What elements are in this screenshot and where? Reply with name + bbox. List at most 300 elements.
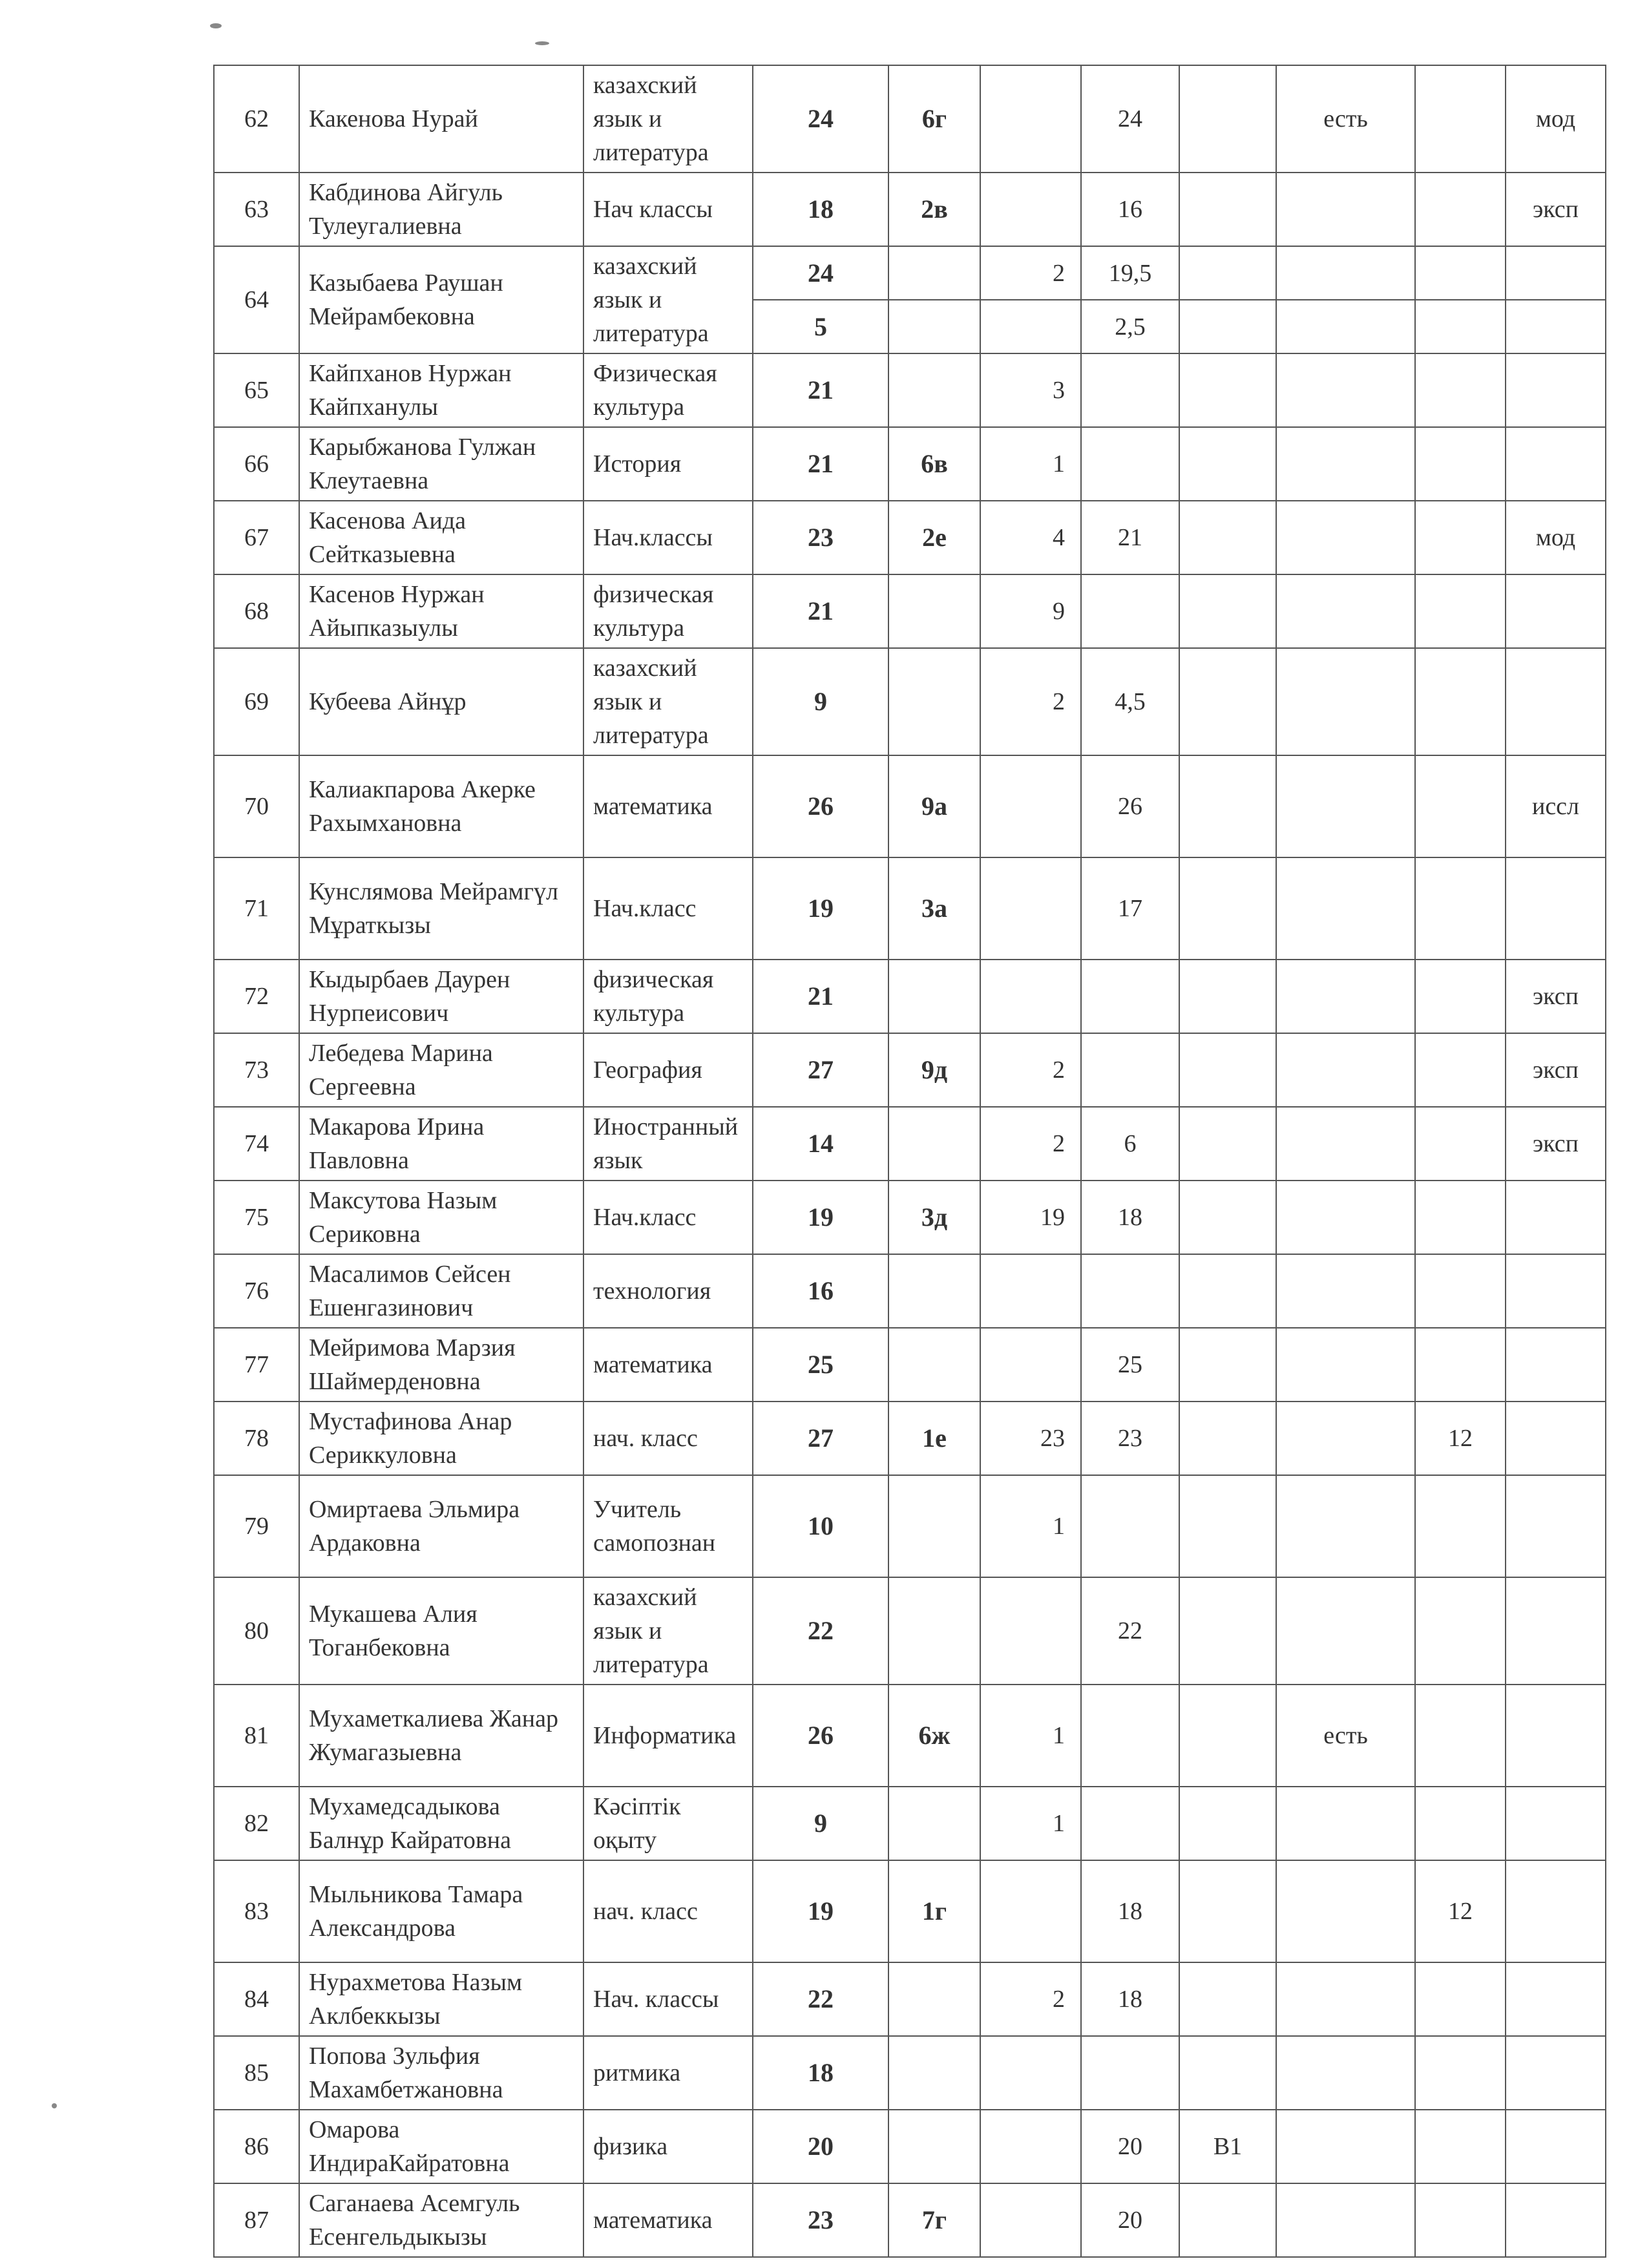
col-c-cell bbox=[1179, 648, 1276, 755]
col-c-cell bbox=[1179, 1685, 1276, 1787]
row-number: 74 bbox=[214, 1107, 299, 1181]
hours-cell: 18 bbox=[753, 173, 888, 246]
col-c-cell bbox=[1179, 1962, 1276, 2036]
col-f-cell: мод bbox=[1506, 501, 1606, 574]
col-e-cell bbox=[1415, 1577, 1506, 1685]
class-cell bbox=[888, 960, 980, 1033]
hours-cell: 24 bbox=[753, 246, 888, 300]
col-e-cell bbox=[1415, 574, 1506, 648]
col-a-cell: 2 bbox=[980, 1962, 1081, 2036]
table-row bbox=[214, 1328, 1606, 1402]
col-e-cell bbox=[1415, 353, 1506, 427]
table-row bbox=[214, 2183, 1606, 2257]
subject-cell: История bbox=[583, 427, 753, 501]
table-row bbox=[214, 427, 1606, 501]
teacher-name: Омарова ИндираКайратовна bbox=[299, 2110, 583, 2183]
table-row bbox=[214, 1181, 1606, 1254]
hours-cell: 19 bbox=[753, 1860, 888, 1962]
row-number: 77 bbox=[214, 1328, 299, 1402]
col-c-cell bbox=[1179, 960, 1276, 1033]
col-b-cell bbox=[1081, 1787, 1179, 1860]
col-e-cell bbox=[1415, 1181, 1506, 1254]
col-a-cell: 19 bbox=[980, 1181, 1081, 1254]
col-d-cell bbox=[1276, 1328, 1415, 1402]
hours-cell: 22 bbox=[753, 1962, 888, 2036]
col-b-cell: 18 bbox=[1081, 1181, 1179, 1254]
teacher-name: Мыльникова Тамара Александрова bbox=[299, 1860, 583, 1962]
col-b-cell bbox=[1081, 1685, 1179, 1787]
hours-cell: 19 bbox=[753, 1181, 888, 1254]
scan-speck bbox=[210, 23, 222, 28]
col-e-cell bbox=[1415, 501, 1506, 574]
row-number: 70 bbox=[214, 755, 299, 857]
row-number: 78 bbox=[214, 1402, 299, 1475]
subject-cell: Нач классы bbox=[583, 173, 753, 246]
col-a-cell: 4 bbox=[980, 501, 1081, 574]
col-e-cell bbox=[1415, 2036, 1506, 2110]
col-c-cell bbox=[1179, 857, 1276, 960]
hours-cell: 26 bbox=[753, 1685, 888, 1787]
col-c-cell bbox=[1179, 1475, 1276, 1577]
col-b-cell bbox=[1081, 574, 1179, 648]
col-a-cell bbox=[980, 2110, 1081, 2183]
col-c-cell bbox=[1179, 2183, 1276, 2257]
col-e-cell bbox=[1415, 1254, 1506, 1328]
col-f-cell bbox=[1506, 427, 1606, 501]
row-number: 86 bbox=[214, 2110, 299, 2183]
teacher-name: Нурахметова Назым Аклбеккызы bbox=[299, 1962, 583, 2036]
hours-cell: 20 bbox=[753, 2110, 888, 2183]
col-f-cell bbox=[1506, 1181, 1606, 1254]
col-a-cell: 1 bbox=[980, 1685, 1081, 1787]
col-f-cell bbox=[1506, 1475, 1606, 1577]
subject-cell: Информатика bbox=[583, 1685, 753, 1787]
subject-cell: физика bbox=[583, 2110, 753, 2183]
col-f-cell bbox=[1506, 1962, 1606, 2036]
col-b-cell: 25 bbox=[1081, 1328, 1179, 1402]
col-a-cell bbox=[980, 1328, 1081, 1402]
scan-speck bbox=[52, 2103, 57, 2108]
class-cell: 9д bbox=[888, 1033, 980, 1107]
col-d-cell bbox=[1276, 2183, 1415, 2257]
teacher-name: Кайпханов Нуржан Кайпханулы bbox=[299, 353, 583, 427]
col-d-cell bbox=[1276, 1577, 1415, 1685]
col-a-cell: 2 bbox=[980, 648, 1081, 755]
col-f-cell bbox=[1506, 246, 1606, 300]
subject-cell: технология bbox=[583, 1254, 753, 1328]
row-number: 71 bbox=[214, 857, 299, 960]
col-b-cell bbox=[1081, 2036, 1179, 2110]
class-cell: 6г bbox=[888, 65, 980, 173]
col-d-cell bbox=[1276, 173, 1415, 246]
table-row bbox=[214, 501, 1606, 574]
subject-cell: казахский язык и литература bbox=[583, 246, 753, 353]
teacher-name: Омиртаева Эльмира Ардаковна bbox=[299, 1475, 583, 1577]
subject-cell: Иностранный язык bbox=[583, 1107, 753, 1181]
col-b-cell bbox=[1081, 960, 1179, 1033]
teacher-name: Мукашева Алия Тоганбековна bbox=[299, 1577, 583, 1685]
col-d-cell bbox=[1276, 1475, 1415, 1577]
teacher-name: Мухамедсадыкова Балнұр Кайратовна bbox=[299, 1787, 583, 1860]
col-d-cell: есть bbox=[1276, 65, 1415, 173]
subject-cell: математика bbox=[583, 1328, 753, 1402]
class-cell bbox=[888, 246, 980, 300]
row-number: 79 bbox=[214, 1475, 299, 1577]
hours-cell: 21 bbox=[753, 353, 888, 427]
teacher-name: Кубеева Айнұр bbox=[299, 648, 583, 755]
col-a-cell bbox=[980, 755, 1081, 857]
col-f-cell bbox=[1506, 1685, 1606, 1787]
row-number: 67 bbox=[214, 501, 299, 574]
col-c-cell bbox=[1179, 1033, 1276, 1107]
col-d-cell bbox=[1276, 1402, 1415, 1475]
col-f-cell bbox=[1506, 2036, 1606, 2110]
col-c-cell bbox=[1179, 173, 1276, 246]
class-cell bbox=[888, 1962, 980, 2036]
col-c-cell bbox=[1179, 1254, 1276, 1328]
teacher-name: Кыдырбаев Даурен Нурпеисович bbox=[299, 960, 583, 1033]
col-f-cell bbox=[1506, 574, 1606, 648]
col-a-cell bbox=[980, 857, 1081, 960]
col-a-cell bbox=[980, 300, 1081, 353]
col-b-cell: 2,5 bbox=[1081, 300, 1179, 353]
col-f-cell bbox=[1506, 1402, 1606, 1475]
table-row bbox=[214, 1787, 1606, 1860]
hours-cell: 24 bbox=[753, 65, 888, 173]
col-f-cell: эксп bbox=[1506, 960, 1606, 1033]
subject-cell: Нач.классы bbox=[583, 501, 753, 574]
teacher-name: Какенова Нурай bbox=[299, 65, 583, 173]
row-number: 84 bbox=[214, 1962, 299, 2036]
teacher-name: Масалимов Сейсен Ешенгазинович bbox=[299, 1254, 583, 1328]
col-a-cell: 2 bbox=[980, 1107, 1081, 1181]
col-d-cell bbox=[1276, 427, 1415, 501]
col-b-cell bbox=[1081, 1254, 1179, 1328]
table-row bbox=[214, 2110, 1606, 2183]
col-f-cell: эксп bbox=[1506, 1107, 1606, 1181]
col-f-cell bbox=[1506, 2110, 1606, 2183]
col-d-cell bbox=[1276, 1107, 1415, 1181]
col-a-cell: 2 bbox=[980, 246, 1081, 300]
hours-cell: 23 bbox=[753, 501, 888, 574]
col-e-cell bbox=[1415, 1475, 1506, 1577]
col-a-cell: 23 bbox=[980, 1402, 1081, 1475]
col-d-cell bbox=[1276, 1787, 1415, 1860]
teacher-name: Мустафинова Анар Сериккуловна bbox=[299, 1402, 583, 1475]
col-c-cell bbox=[1179, 1402, 1276, 1475]
col-d-cell bbox=[1276, 574, 1415, 648]
row-number: 73 bbox=[214, 1033, 299, 1107]
col-a-cell bbox=[980, 1254, 1081, 1328]
class-cell bbox=[888, 1475, 980, 1577]
col-a-cell: 1 bbox=[980, 1787, 1081, 1860]
col-b-cell: 19,5 bbox=[1081, 246, 1179, 300]
col-c-cell bbox=[1179, 1328, 1276, 1402]
hours-cell: 27 bbox=[753, 1033, 888, 1107]
staff-table bbox=[213, 65, 1606, 2258]
col-d-cell bbox=[1276, 1860, 1415, 1962]
hours-cell: 5 bbox=[753, 300, 888, 353]
subject-cell: Нач.класс bbox=[583, 857, 753, 960]
row-number: 63 bbox=[214, 173, 299, 246]
col-d-cell bbox=[1276, 2036, 1415, 2110]
table-row bbox=[214, 1860, 1606, 1962]
col-c-cell bbox=[1179, 1787, 1276, 1860]
col-e-cell bbox=[1415, 857, 1506, 960]
col-f-cell bbox=[1506, 1787, 1606, 1860]
class-cell bbox=[888, 353, 980, 427]
teacher-name: Мухаметкалиева Жанар Жумагазыевна bbox=[299, 1685, 583, 1787]
col-f-cell bbox=[1506, 648, 1606, 755]
col-e-cell bbox=[1415, 1685, 1506, 1787]
col-d-cell bbox=[1276, 1181, 1415, 1254]
col-a-cell bbox=[980, 65, 1081, 173]
class-cell bbox=[888, 300, 980, 353]
row-number: 87 bbox=[214, 2183, 299, 2257]
subject-cell: нач. класс bbox=[583, 1860, 753, 1962]
class-cell bbox=[888, 1328, 980, 1402]
table-row bbox=[214, 2036, 1606, 2110]
table-row bbox=[214, 1475, 1606, 1577]
hours-cell: 9 bbox=[753, 648, 888, 755]
col-e-cell bbox=[1415, 1107, 1506, 1181]
col-f-cell bbox=[1506, 300, 1606, 353]
col-c-cell: B1 bbox=[1179, 2110, 1276, 2183]
row-number: 75 bbox=[214, 1181, 299, 1254]
col-a-cell: 1 bbox=[980, 1475, 1081, 1577]
table-row bbox=[214, 1033, 1606, 1107]
col-b-cell: 17 bbox=[1081, 857, 1179, 960]
table-row bbox=[214, 1402, 1606, 1475]
subject-cell: математика bbox=[583, 2183, 753, 2257]
col-d-cell bbox=[1276, 857, 1415, 960]
col-e-cell bbox=[1415, 2183, 1506, 2257]
class-cell: 1е bbox=[888, 1402, 980, 1475]
col-d-cell bbox=[1276, 353, 1415, 427]
hours-cell: 21 bbox=[753, 427, 888, 501]
col-c-cell bbox=[1179, 353, 1276, 427]
col-c-cell bbox=[1179, 65, 1276, 173]
class-cell bbox=[888, 1577, 980, 1685]
col-e-cell bbox=[1415, 173, 1506, 246]
row-number: 66 bbox=[214, 427, 299, 501]
teacher-name: Казыбаева Раушан Мейрамбековна bbox=[299, 246, 583, 353]
col-f-cell: мод bbox=[1506, 65, 1606, 173]
teacher-name: Макарова Ирина Павловна bbox=[299, 1107, 583, 1181]
col-e-cell bbox=[1415, 755, 1506, 857]
col-c-cell bbox=[1179, 2036, 1276, 2110]
table-row bbox=[214, 1685, 1606, 1787]
col-e-cell bbox=[1415, 300, 1506, 353]
col-e-cell bbox=[1415, 960, 1506, 1033]
col-a-cell: 2 bbox=[980, 1033, 1081, 1107]
col-d-cell bbox=[1276, 648, 1415, 755]
hours-cell: 21 bbox=[753, 960, 888, 1033]
hours-cell: 27 bbox=[753, 1402, 888, 1475]
scan-speck bbox=[535, 41, 549, 45]
teacher-name: Саганаева Асемгуль Есенгельдыкызы bbox=[299, 2183, 583, 2257]
row-number: 85 bbox=[214, 2036, 299, 2110]
table-row bbox=[214, 1107, 1606, 1181]
col-b-cell: 24 bbox=[1081, 65, 1179, 173]
teacher-name: Касенов Нуржан Айыпказыулы bbox=[299, 574, 583, 648]
col-f-cell: эксп bbox=[1506, 1033, 1606, 1107]
col-c-cell bbox=[1179, 501, 1276, 574]
row-number: 64 bbox=[214, 246, 299, 353]
col-f-cell bbox=[1506, 857, 1606, 960]
hours-cell: 18 bbox=[753, 2036, 888, 2110]
class-cell: 2в bbox=[888, 173, 980, 246]
class-cell: 9а bbox=[888, 755, 980, 857]
col-a-cell bbox=[980, 2183, 1081, 2257]
subject-cell: Нач. классы bbox=[583, 1962, 753, 2036]
col-b-cell: 23 bbox=[1081, 1402, 1179, 1475]
col-e-cell bbox=[1415, 246, 1506, 300]
hours-cell: 16 bbox=[753, 1254, 888, 1328]
teacher-name: Кабдинова Айгуль Тулеугалиевна bbox=[299, 173, 583, 246]
class-cell bbox=[888, 1254, 980, 1328]
teacher-name: Кунслямова Мейрамгүл Мұраткызы bbox=[299, 857, 583, 960]
table-row bbox=[214, 648, 1606, 755]
col-b-cell: 18 bbox=[1081, 1962, 1179, 2036]
col-f-cell bbox=[1506, 1254, 1606, 1328]
subject-cell: Нач.класс bbox=[583, 1181, 753, 1254]
col-c-cell bbox=[1179, 246, 1276, 300]
subject-cell: Учитель самопознан bbox=[583, 1475, 753, 1577]
col-e-cell: 12 bbox=[1415, 1860, 1506, 1962]
hours-cell: 10 bbox=[753, 1475, 888, 1577]
subject-cell: География bbox=[583, 1033, 753, 1107]
col-d-cell: есть bbox=[1276, 1685, 1415, 1787]
hours-cell: 25 bbox=[753, 1328, 888, 1402]
col-e-cell bbox=[1415, 2110, 1506, 2183]
col-f-cell: эксп bbox=[1506, 173, 1606, 246]
table-row bbox=[214, 960, 1606, 1033]
table-row bbox=[214, 173, 1606, 246]
subject-cell: математика bbox=[583, 755, 753, 857]
subject-cell: физическая культура bbox=[583, 960, 753, 1033]
subject-cell: казахский язык и литература bbox=[583, 1577, 753, 1685]
hours-cell: 19 bbox=[753, 857, 888, 960]
col-b-cell bbox=[1081, 353, 1179, 427]
col-a-cell bbox=[980, 1860, 1081, 1962]
col-d-cell bbox=[1276, 755, 1415, 857]
col-d-cell bbox=[1276, 501, 1415, 574]
row-number: 69 bbox=[214, 648, 299, 755]
col-d-cell bbox=[1276, 960, 1415, 1033]
row-number: 68 bbox=[214, 574, 299, 648]
class-cell bbox=[888, 1787, 980, 1860]
col-a-cell bbox=[980, 1577, 1081, 1685]
col-a-cell bbox=[980, 2036, 1081, 2110]
col-d-cell bbox=[1276, 246, 1415, 300]
class-cell: 1г bbox=[888, 1860, 980, 1962]
hours-cell: 23 bbox=[753, 2183, 888, 2257]
teacher-name: Максутова Назым Сериковна bbox=[299, 1181, 583, 1254]
col-b-cell: 4,5 bbox=[1081, 648, 1179, 755]
col-c-cell bbox=[1179, 427, 1276, 501]
table-row bbox=[214, 65, 1606, 173]
row-number: 82 bbox=[214, 1787, 299, 1860]
col-a-cell bbox=[980, 173, 1081, 246]
class-cell: 7г bbox=[888, 2183, 980, 2257]
col-e-cell bbox=[1415, 1033, 1506, 1107]
class-cell bbox=[888, 2036, 980, 2110]
table-row bbox=[214, 246, 1606, 300]
subject-cell: ритмика bbox=[583, 2036, 753, 2110]
col-b-cell: 16 bbox=[1081, 173, 1179, 246]
row-number: 72 bbox=[214, 960, 299, 1033]
col-d-cell bbox=[1276, 1254, 1415, 1328]
col-d-cell bbox=[1276, 2110, 1415, 2183]
class-cell: 6в bbox=[888, 427, 980, 501]
teacher-name: Попова Зульфия Махамбетжановна bbox=[299, 2036, 583, 2110]
table-row bbox=[214, 1962, 1606, 2036]
teacher-name: Касенова Аида Сейтказыевна bbox=[299, 501, 583, 574]
col-b-cell: 20 bbox=[1081, 2110, 1179, 2183]
col-d-cell bbox=[1276, 1033, 1415, 1107]
col-f-cell bbox=[1506, 1328, 1606, 1402]
table-row bbox=[214, 1577, 1606, 1685]
col-c-cell bbox=[1179, 1107, 1276, 1181]
col-a-cell bbox=[980, 960, 1081, 1033]
col-f-cell: иссл bbox=[1506, 755, 1606, 857]
col-e-cell bbox=[1415, 1787, 1506, 1860]
col-b-cell: 26 bbox=[1081, 755, 1179, 857]
table-row bbox=[214, 574, 1606, 648]
col-c-cell bbox=[1179, 1577, 1276, 1685]
subject-cell: Физическая культура bbox=[583, 353, 753, 427]
class-cell: 2е bbox=[888, 501, 980, 574]
col-f-cell bbox=[1506, 1860, 1606, 1962]
row-number: 80 bbox=[214, 1577, 299, 1685]
col-a-cell: 3 bbox=[980, 353, 1081, 427]
col-e-cell bbox=[1415, 65, 1506, 173]
row-number: 62 bbox=[214, 65, 299, 173]
table-row bbox=[214, 857, 1606, 960]
col-a-cell: 9 bbox=[980, 574, 1081, 648]
hours-cell: 14 bbox=[753, 1107, 888, 1181]
class-cell: 3д bbox=[888, 1181, 980, 1254]
class-cell: 6ж bbox=[888, 1685, 980, 1787]
hours-cell: 9 bbox=[753, 1787, 888, 1860]
teacher-name: Лебедева Марина Сергеевна bbox=[299, 1033, 583, 1107]
col-b-cell bbox=[1081, 1475, 1179, 1577]
col-b-cell: 18 bbox=[1081, 1860, 1179, 1962]
col-c-cell bbox=[1179, 300, 1276, 353]
col-d-cell bbox=[1276, 300, 1415, 353]
table-row bbox=[214, 1254, 1606, 1328]
col-d-cell bbox=[1276, 1962, 1415, 2036]
col-e-cell: 12 bbox=[1415, 1402, 1506, 1475]
class-cell bbox=[888, 2110, 980, 2183]
col-e-cell bbox=[1415, 1328, 1506, 1402]
col-b-cell: 22 bbox=[1081, 1577, 1179, 1685]
row-number: 83 bbox=[214, 1860, 299, 1962]
col-b-cell: 21 bbox=[1081, 501, 1179, 574]
class-cell bbox=[888, 1107, 980, 1181]
col-e-cell bbox=[1415, 1962, 1506, 2036]
col-c-cell bbox=[1179, 1860, 1276, 1962]
col-c-cell bbox=[1179, 574, 1276, 648]
teacher-name: Калиакпарова Акерке Рахымхановна bbox=[299, 755, 583, 857]
subject-cell: казахский язык и литература bbox=[583, 648, 753, 755]
col-b-cell bbox=[1081, 427, 1179, 501]
col-f-cell bbox=[1506, 1577, 1606, 1685]
col-b-cell bbox=[1081, 1033, 1179, 1107]
col-b-cell: 6 bbox=[1081, 1107, 1179, 1181]
hours-cell: 22 bbox=[753, 1577, 888, 1685]
